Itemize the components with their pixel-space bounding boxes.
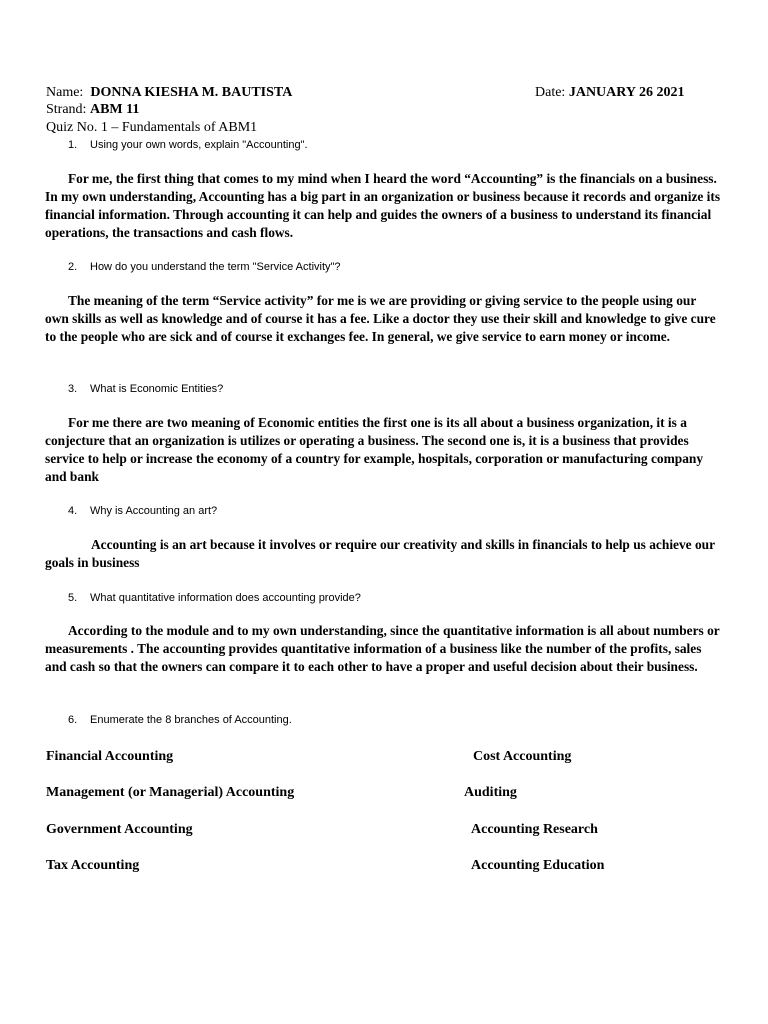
question-text: Using your own words, explain "Accounting". xyxy=(90,139,308,151)
branch-item: Auditing xyxy=(464,785,517,801)
answer-5 xyxy=(45,622,721,676)
name-label: Name: xyxy=(46,85,84,100)
question-1 xyxy=(68,138,728,152)
answer-3 xyxy=(45,414,721,486)
question-number: 4. xyxy=(68,505,78,517)
question-text: What is Economic Entities? xyxy=(90,383,224,395)
answer-text: The meaning of the term “Service activity” for me is we are providing or giving service to the people using our own skills as well as knowledge and of course it has a fee. Like a doctor they use their skill and knowledge to give cure to the people who are sick and of course it exchanges fee. In general, we give service to earn money or income. xyxy=(45,293,716,344)
branch-row xyxy=(46,821,728,857)
name-value: DONNA KIESHA M. BAUTISTA xyxy=(90,85,293,100)
answer-text: For me there are two meaning of Economic entities the first one is its all about a business organization, it is a conjecture that an organization is utilizes or operating a business. The second one is, it is a business that provides service to help or increase the economy of a country for example, hospitals, corporation or manufacturing company and bank xyxy=(45,415,704,484)
question-text: Why is Accounting an art? xyxy=(90,505,218,517)
question-2 xyxy=(68,260,728,274)
branch-item: Tax Accounting xyxy=(46,857,140,873)
question-number: 5. xyxy=(68,592,78,604)
strand-label: Strand: xyxy=(46,102,87,117)
answer-text: Accounting is an art because it involves or require our creativity and skills in financials to help us achieve our goals in business xyxy=(45,537,715,570)
question-number: 1. xyxy=(68,139,78,151)
branch-row xyxy=(46,784,728,820)
question-number: 3. xyxy=(68,383,78,395)
strand-row xyxy=(46,101,728,118)
question-3 xyxy=(68,382,728,396)
branch-row xyxy=(46,748,728,784)
question-number: 2. xyxy=(68,261,78,273)
answer-1 xyxy=(45,170,721,242)
question-5 xyxy=(68,591,728,605)
branch-item: Government Accounting xyxy=(46,821,193,837)
question-text: How do you understand the term "Service Activity"? xyxy=(90,261,341,273)
answer-2 xyxy=(45,292,721,346)
branches-list xyxy=(46,748,728,893)
branch-item: Accounting Research xyxy=(471,821,598,837)
question-4 xyxy=(68,504,728,518)
question-6 xyxy=(68,713,728,727)
quiz-title: Quiz No. 1 – Fundamentals of ABM1 xyxy=(46,120,258,135)
question-text: Enumerate the 8 branches of Accounting. xyxy=(90,714,292,726)
answer-4 xyxy=(45,536,721,572)
question-number: 6. xyxy=(68,714,78,726)
answer-text: For me, the first thing that comes to my mind when I heard the word “Accounting” is the financials on a business. In my own understanding, Accounting has a big part in an organization or business because it records and organize its financial information. Through accounting it can help and guides the owners of a business to understand its financial operations, the transactions and cash flows. xyxy=(45,171,721,240)
name-row xyxy=(46,84,728,101)
date-value: JANUARY 26 2021 xyxy=(568,85,685,100)
branch-item: Cost Accounting xyxy=(473,749,572,764)
branch-item: Accounting Education xyxy=(471,857,605,873)
date-block xyxy=(535,84,684,101)
branch-item: Management (or Managerial) Accounting xyxy=(46,785,295,801)
branch-item: Financial Accounting xyxy=(46,749,174,764)
question-text: What quantitative information does accounting provide? xyxy=(90,592,361,604)
strand-value: ABM 11 xyxy=(89,102,140,117)
branch-row xyxy=(46,857,728,893)
answer-text: According to the module and to my own understanding, since the quantitative information is all about numbers or measurements . The accounting provides quantitative information of a business like the number of the profits, sales and cash so that the owners can compare it to each other to have a proper and useful decision about their business. xyxy=(45,623,720,674)
date-label: Date: xyxy=(535,85,566,100)
